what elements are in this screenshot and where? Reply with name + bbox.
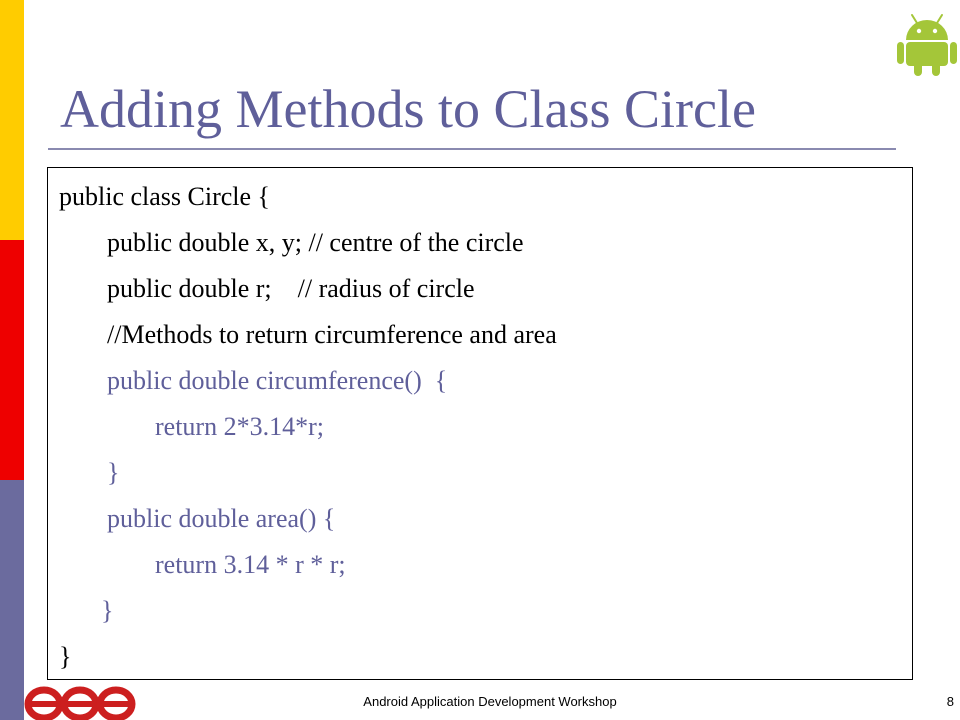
code-block — [47, 167, 913, 680]
accent-stripe-blue — [0, 480, 24, 720]
code-line: } — [101, 596, 114, 625]
page-number: 8 — [946, 694, 954, 709]
code-line: public class Circle { — [59, 182, 271, 211]
eee-logo-icon — [24, 680, 136, 720]
code-line: public double area() { — [107, 504, 336, 533]
code-line: return 3.14 * r * r; — [155, 550, 346, 579]
code-line: return 2*3.14*r; — [155, 412, 324, 441]
code-line: public double r; // radius of circle — [107, 274, 475, 303]
footer-text: Android Application Development Workshop — [363, 694, 617, 709]
accent-stripe-yellow — [0, 0, 24, 240]
accent-stripe-red — [0, 240, 24, 480]
android-robot-icon — [896, 10, 958, 76]
code-line: public double circumference() { — [107, 366, 448, 395]
code-line: } — [107, 458, 120, 487]
code-line: public double x, y; // centre of the circle — [107, 228, 524, 257]
code-line: } — [59, 642, 72, 671]
title-divider — [48, 148, 896, 150]
slide-title: Adding Methods to Class Circle — [60, 79, 756, 139]
code-line: //Methods to return circumference and area — [107, 320, 557, 349]
